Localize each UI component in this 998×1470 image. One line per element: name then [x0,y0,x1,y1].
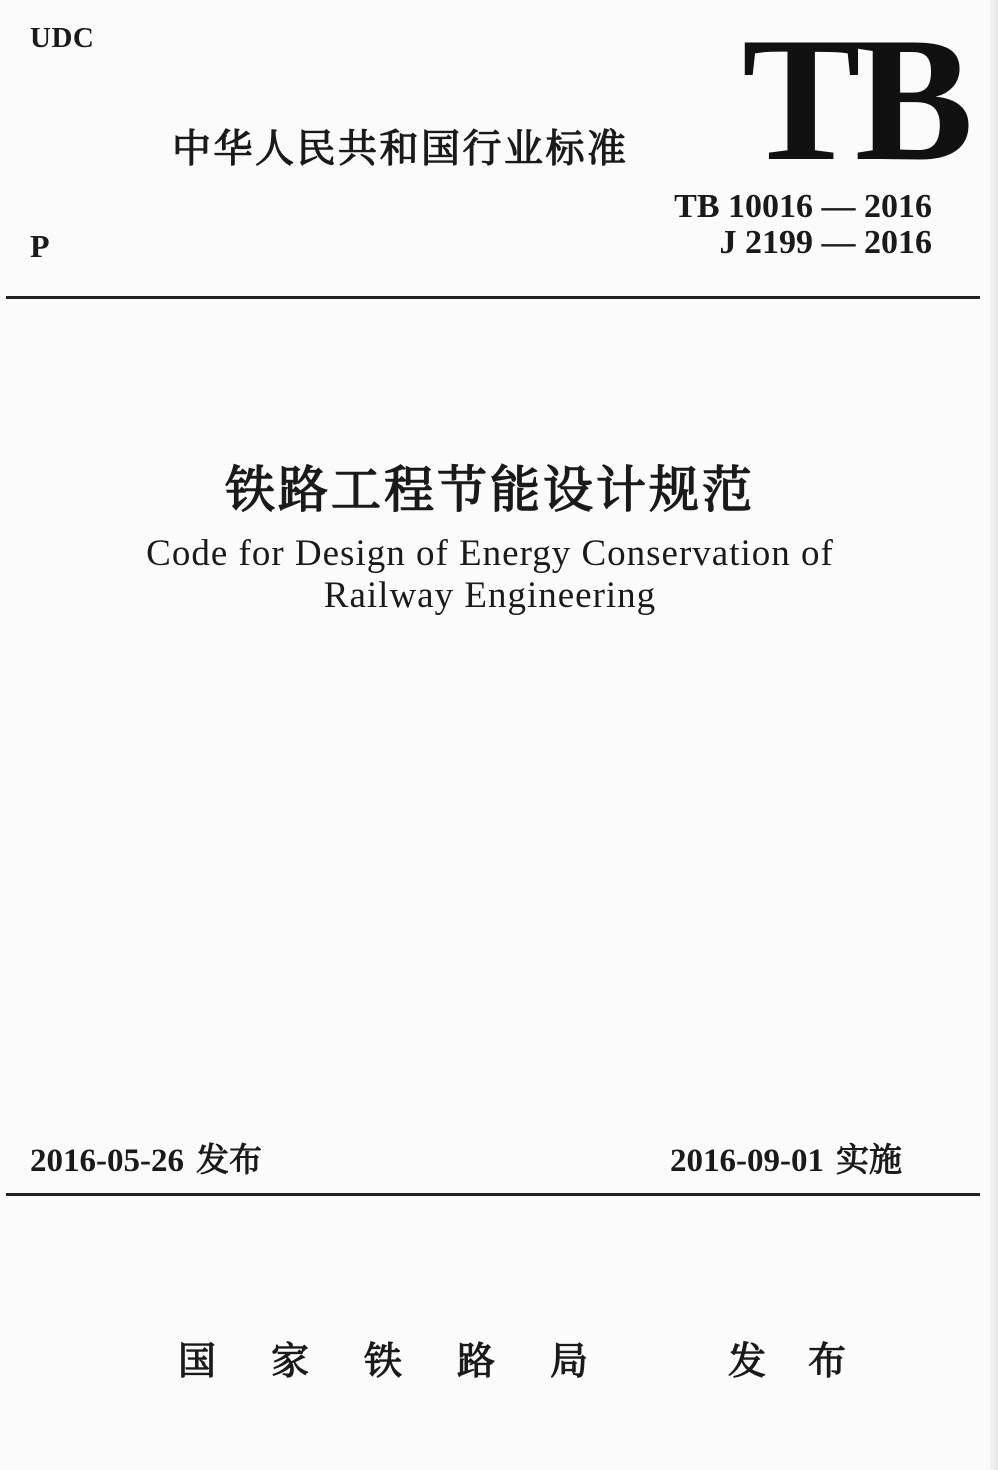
classification-label: P [30,228,50,264]
implement-date: 2016-09-01 [670,1143,824,1179]
udc-label: UDC [30,22,95,54]
record-code: J 2199 — 2016 [719,224,932,261]
implement-date-block [670,1134,902,1181]
bottom-divider [6,1193,980,1196]
tb-logo: TB [742,0,968,198]
page-edge-shadow [990,0,998,1470]
issue-date: 2016-05-26 [30,1143,184,1179]
title-chinese: 铁路工程节能设计规范 [225,461,755,519]
publish-label: 发布 [728,1339,889,1383]
title-english [0,533,980,617]
implement-label: 实施 [835,1140,902,1179]
title-english-line-1: Code for Design of Energy Conservation of [146,533,834,574]
issue-date-block [30,1134,262,1181]
standard-code: TB 10016 — 2016 [674,188,932,225]
industry-standard-heading: 中华人民共和国行业标准 [172,127,629,172]
issue-label: 发布 [195,1140,262,1179]
top-divider [6,296,980,299]
publisher-name: 国家铁路局 [178,1339,644,1383]
title-english-line-2: Railway Engineering [323,575,657,616]
